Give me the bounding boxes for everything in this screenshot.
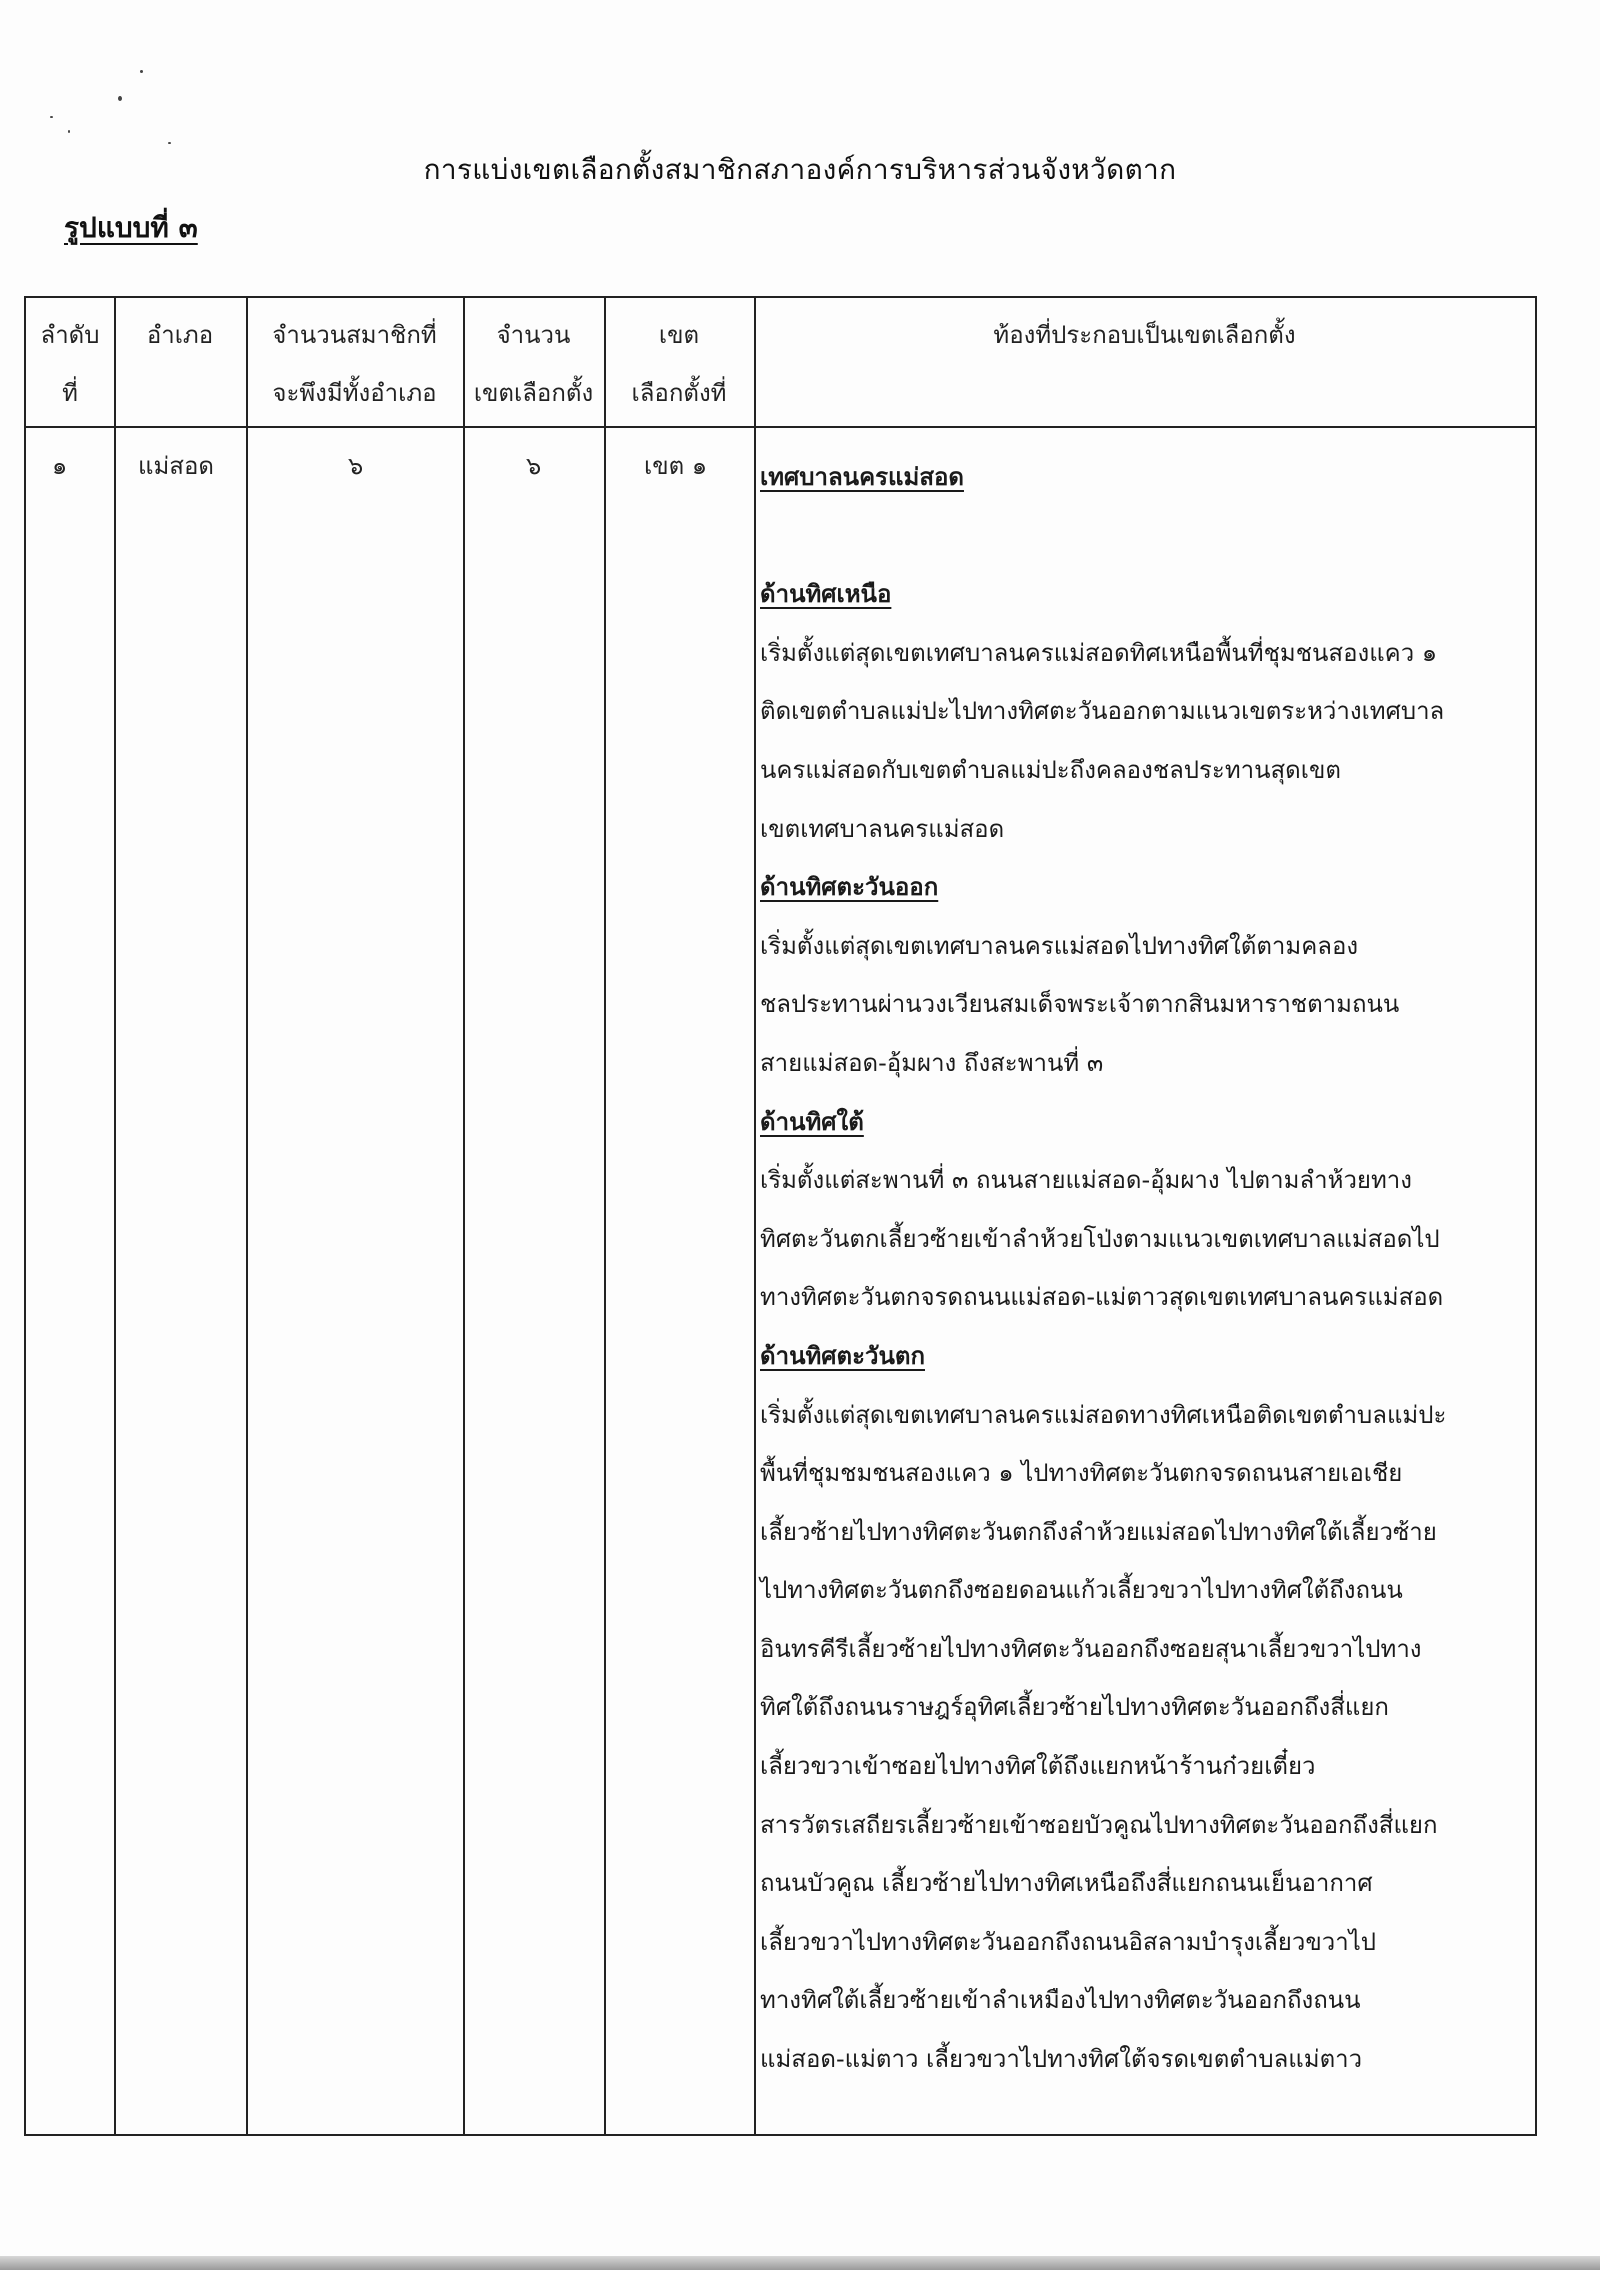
column-divider	[246, 298, 248, 2134]
column-divider	[114, 298, 116, 2134]
row-district: แม่สอด	[138, 452, 214, 480]
header-area: ท้องที่ประกอบเป็นเขตเลือกตั้ง	[993, 321, 1296, 349]
south-line: เริ่มตั้งแต่สะพานที่ ๓ ถนนสายแม่สอด-อุ้มผาง ไปตามลำห้วยทาง	[760, 1166, 1412, 1195]
east-line: สายแม่สอด-อุ้มผาง ถึงสะพานที่ ๓	[760, 1048, 1104, 1077]
header-constituencies: จำนวน เขตเลือกตั้ง	[473, 321, 594, 407]
row-constituencies: ๖	[526, 452, 542, 480]
north-heading: ด้านทิศเหนือ	[760, 580, 892, 609]
west-line: แม่สอด-แม่ตาว เลี้ยวขวาไปทางทิศใต้จรดเขตตำบลแม่ตาว	[760, 2045, 1363, 2074]
east-line: เริ่มตั้งแต่สุดเขตเทศบาลนครแม่สอดไปทางทิศใต้ตามคลอง	[760, 931, 1359, 960]
constituency-table	[24, 296, 1537, 2136]
column-divider	[754, 298, 756, 2134]
west-line: อินทรคีรีเลี้ยวซ้ายไปทางทิศตะวันออกถึงซอยสุนาเลี้ยวขวาไปทาง	[760, 1634, 1422, 1663]
west-line: เลี้ยวขวาไปทางทิศตะวันออกถึงถนนอิสลามบำรุงเลี้ยวขวาไป	[760, 1927, 1376, 1956]
column-divider	[604, 298, 606, 2134]
row-members: ๖	[348, 452, 364, 480]
west-heading: ด้านทิศตะวันตก	[760, 1341, 925, 1370]
south-line: ทิศตะวันตกเลี้ยวซ้ายเข้าลำห้วยโป่งตามแนวเขตเทศบาลแม่สอดไป	[760, 1224, 1440, 1253]
header-order: ลำดับ ที่	[40, 321, 100, 407]
east-line: ชลประทานผ่านวงเวียนสมเด็จพระเจ้าตากสินมหาราชตามถนน	[760, 990, 1400, 1019]
west-line: เลี้ยวขวาเข้าซอยไปทางทิศใต้ถึงแยกหน้าร้านก๋วยเตี๋ยว	[760, 1752, 1316, 1781]
west-line: พื้นที่ชุมชมชนสองแคว ๑ ไปทางทิศตะวันตกจรดถนนสายเอเชีย	[760, 1459, 1403, 1488]
header-members: จำนวนสมาชิกที่ จะพึงมีทั้งอำเภอ	[272, 321, 437, 407]
scan-specks	[40, 60, 180, 160]
header-constituency-no: เขต เลือกตั้งที่	[631, 321, 727, 407]
column-divider	[463, 298, 465, 2134]
north-line: เขตเทศบาลนครแม่สอด	[760, 814, 1005, 843]
header-district: อำเภอ	[146, 321, 214, 349]
west-line: เลี้ยวซ้ายไปทางทิศตะวันตกถึงลำห้วยแม่สอดไปทางทิศใต้เลี้ยวซ้าย	[760, 1517, 1437, 1546]
row-order: ๑	[52, 452, 68, 480]
west-line: ทางทิศใต้เลี้ยวซ้ายเข้าลำเหมืองไปทางทิศตะวันออกถึงถนน	[760, 1986, 1361, 2015]
south-line: ทางทิศตะวันตกจรดถนนแม่สอด-แม่ตาวสุดเขตเทศบาลนครแม่สอด	[760, 1283, 1444, 1312]
document-title: การแบ่งเขตเลือกตั้งสมาชิกสภาองค์การบริหารส่วนจังหวัดตาก	[423, 153, 1177, 186]
west-line: ไปทางทิศตะวันตกถึงซอยดอนแก้วเลี้ยวขวาไปทางทิศใต้ถึงถนน	[760, 1576, 1403, 1605]
header-divider	[26, 426, 1535, 428]
north-line: นครแม่สอดกับเขตตำบลแม่ปะถึงคลองชลประทานสุดเขต	[760, 755, 1341, 784]
east-heading: ด้านทิศตะวันออก	[760, 873, 939, 902]
west-line: เริ่มตั้งแต่สุดเขตเทศบาลนครแม่สอดทางทิศเหนือติดเขตตำบลแม่ปะ	[760, 1400, 1447, 1429]
south-heading: ด้านทิศใต้	[760, 1107, 864, 1136]
north-line: เริ่มตั้งแต่สุดเขตเทศบาลนครแม่สอดทิศเหนือพื้นที่ชุมชนสองแคว ๑	[760, 638, 1438, 667]
row-constituency-no: เขต ๑	[644, 452, 708, 480]
form-label: รูปแบบที่ ๓	[64, 211, 198, 244]
scan-edge	[0, 2256, 1600, 2270]
area-title: เทศบาลนครแม่สอด	[760, 463, 964, 491]
west-line: สารวัตรเสถียรเลี้ยวซ้ายเข้าซอยบัวคูณไปทางทิศตะวันออกถึงสี่แยก	[760, 1810, 1438, 1839]
north-line: ติดเขตตำบลแม่ปะไปทางทิศตะวันออกตามแนวเขตระหว่างเทศบาล	[760, 697, 1445, 726]
west-line: ถนนบัวคูณ เลี้ยวซ้ายไปทางทิศเหนือถึงสี่แยกถนนเย็นอากาศ	[760, 1869, 1373, 1898]
area-description	[760, 448, 1530, 2089]
west-line: ทิศใต้ถึงถนนราษฎร์อุทิศเลี้ยวซ้ายไปทางทิศตะวันออกถึงสี่แยก	[760, 1693, 1389, 1722]
